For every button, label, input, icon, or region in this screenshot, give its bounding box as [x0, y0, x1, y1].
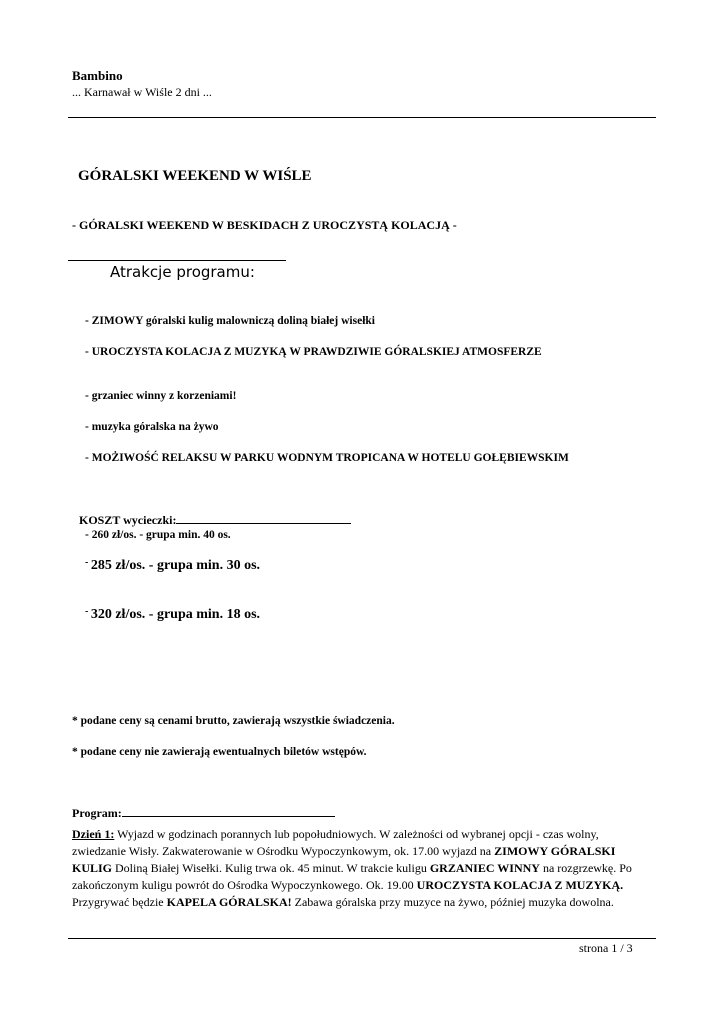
- day1-paragraph: [72, 826, 647, 911]
- day1-highlight: KAPELA GÓRALSKA!: [166, 895, 292, 909]
- bullet-dash: -: [85, 452, 92, 464]
- price-item: [85, 558, 260, 574]
- price-item: [85, 607, 260, 623]
- day1-text: Wyjazd w godzinach porannych lub popołudniowych. W zależności od wybranej opcji - czas wolny, zwiedzanie Wisły. Zakwaterowanie w Ośrodku Wypoczynkowym, ok. 17.00 wyjazd na: [72, 827, 599, 858]
- bullet-dash: -: [85, 390, 92, 402]
- bullet-dash: -: [85, 346, 92, 358]
- attraction-item: [85, 346, 542, 358]
- company-name: Bambino: [72, 68, 123, 83]
- day1-text: Przygrywać będzie: [72, 895, 167, 909]
- day1-highlight: GRZANIEC WINNY: [429, 861, 540, 875]
- attraction-item: [85, 390, 236, 402]
- header-subtitle: ... Karnawał w Wiśle 2 dni ...: [72, 85, 212, 99]
- page-number: strona 1 / 3: [579, 941, 633, 955]
- day1-text: Doliną Białej Wisełki. Kulig trwa ok. 45 minut. W trakcie kuligu: [112, 861, 430, 875]
- bullet-dash: -: [85, 315, 92, 327]
- attraction-item-text: UROCZYSTA KOLACJA Z MUZYKĄ W PRAWDZIWIE GÓRALSKIEJ ATMOSFERZE: [91, 346, 542, 358]
- fill-line: [122, 815, 335, 817]
- attraction-item: [85, 421, 219, 433]
- program-label-row: [72, 806, 335, 821]
- header-divider: [68, 117, 656, 118]
- price-text: 260 zł/os. - grupa min. 40 os.: [91, 529, 231, 541]
- bullet-dash: -: [85, 606, 91, 617]
- note: * podane ceny są cenami brutto, zawierają wszystkie świadczenia.: [72, 715, 395, 727]
- bullet-dash: -: [85, 421, 92, 433]
- footer-divider: [68, 938, 656, 939]
- note: * podane ceny nie zawierają ewentualnych biletów wstępów.: [72, 746, 367, 758]
- cost-label-row: [79, 513, 351, 528]
- price-item: [85, 529, 231, 541]
- day1-text: Zabawa góralska przy muzyce na żywo, później muzyka dowolna.: [291, 895, 614, 909]
- page-title: GÓRALSKI WEEKEND W WIŚLE: [78, 168, 312, 184]
- day1-highlight: ZIMOWY GÓRALSKI KULIG: [72, 844, 616, 875]
- cost-label: KOSZT wycieczki:: [79, 513, 177, 527]
- attraction-item: [85, 315, 375, 327]
- attraction-item-text: MOŻIWOŚĆ RELAKSU W PARKU WODNYM TROPICANA W HOTELU GOŁĘBIEWSKIM: [91, 452, 569, 464]
- bullet-dash: -: [85, 557, 91, 568]
- day1-text: na rozgrzewkę. Po zakończonym kuligu powrót do Ośrodka Wypoczynkowego. Ok. 19.00: [72, 861, 632, 892]
- attraction-item-text: muzyka góralska na żywo: [91, 421, 219, 433]
- bullet-dash: -: [85, 529, 92, 541]
- price-text: 285 zł/os. - grupa min. 30 os.: [90, 558, 261, 573]
- attraction-item: [85, 452, 569, 464]
- price-text: 320 zł/os. - grupa min. 18 os.: [90, 607, 261, 622]
- program-label: Program:: [72, 806, 122, 820]
- attractions-heading: Atrakcje programu:: [110, 263, 255, 281]
- day1-highlight: UROCZYSTA KOLACJA Z MUZYKĄ.: [416, 878, 624, 892]
- day1-label: Dzień 1:: [72, 827, 115, 841]
- attraction-item-text: ZIMOWY góralski kulig malowniczą doliną białej wisełki: [91, 315, 375, 327]
- subheading: - GÓRALSKI WEEKEND W BESKIDACH Z UROCZYSTĄ KOLACJĄ -: [72, 218, 457, 232]
- attraction-item-text: grzaniec winny z korzeniami!: [91, 390, 237, 402]
- attractions-divider: [68, 260, 286, 261]
- fill-line: [176, 522, 351, 524]
